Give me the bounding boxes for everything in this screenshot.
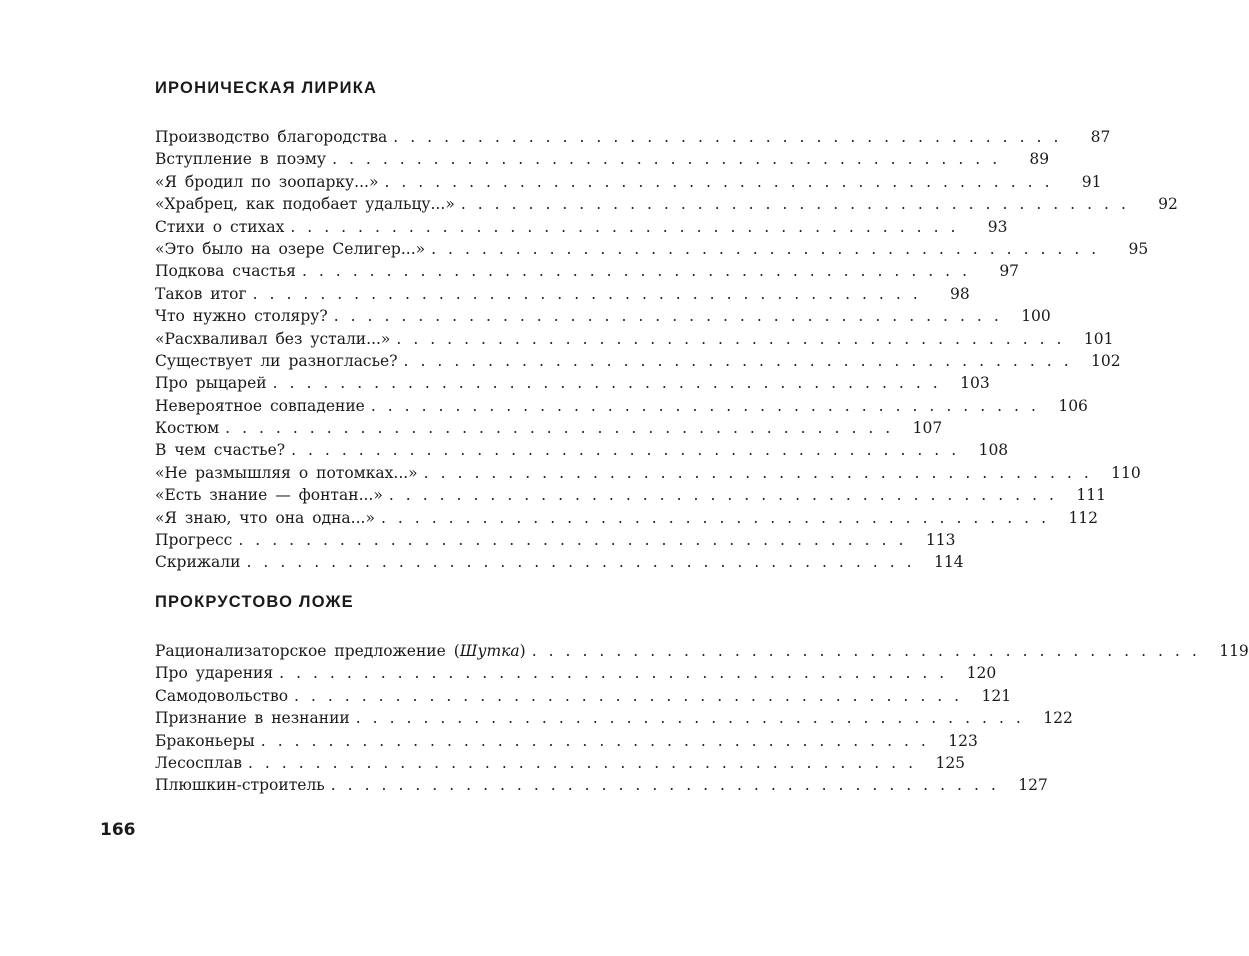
toc-entry-title-text: Признание в незнании (155, 709, 350, 728)
dot-leader: ........................................ (225, 419, 903, 438)
toc-entry (155, 126, 1111, 148)
toc-entry-title-text: Прогресс (155, 531, 233, 550)
toc-entry (155, 484, 1106, 506)
dot-leader: ........................................ (252, 284, 930, 303)
toc-entry (155, 171, 1102, 193)
toc-entry-page: 114 (933, 553, 964, 572)
toc-entry-title (155, 774, 331, 796)
toc-list (155, 640, 1249, 797)
toc-entry-title (155, 640, 532, 662)
toc-entry-title (155, 685, 294, 707)
toc-entry-page: 87 (1090, 128, 1111, 146)
dot-leader: ........................................ (260, 731, 938, 750)
toc-entry-title-text: Вступление в поэму (155, 150, 327, 169)
toc-entry-title-text: Что нужно столяру? (155, 307, 328, 326)
dot-leader: ........................................ (279, 664, 957, 683)
toc-entry-page: 102 (1091, 351, 1121, 370)
toc-entry (155, 529, 956, 551)
toc-entry-title-text: Про рыцарей (155, 374, 267, 393)
toc-entry-page: 93 (987, 217, 1008, 236)
toc-entry-page: 100 (1021, 307, 1051, 326)
toc-section-ironic-lyrics (155, 77, 1178, 574)
dot-leader: ........................................ (330, 776, 1008, 795)
toc-entry-page: 111 (1076, 486, 1106, 505)
dot-leader: ........................................ (370, 396, 1048, 415)
toc-entry (155, 417, 943, 439)
toc-entry-page: 108 (978, 441, 1009, 460)
toc-entry-title (155, 439, 291, 461)
dot-leader: ........................................ (531, 642, 1209, 660)
toc-entry-title (155, 216, 290, 238)
toc-entry (155, 395, 1088, 417)
toc-entry (155, 640, 1249, 662)
toc-entry-title (155, 484, 389, 506)
toc-entry (155, 774, 1048, 796)
toc-entry (155, 148, 1050, 170)
toc-entry-title (155, 171, 384, 193)
toc-entry-title (155, 238, 431, 260)
toc-entry-title (155, 662, 279, 684)
toc-list (155, 126, 1178, 574)
dot-leader: ........................................ (246, 553, 924, 572)
toc-entry-page: 121 (981, 686, 1012, 705)
toc-entry (155, 328, 1114, 350)
toc-entry (155, 350, 1121, 372)
toc-entry (155, 372, 990, 394)
toc-entry-page: 127 (1018, 776, 1048, 795)
toc-entry-title-text: Существует ли разногласье? (155, 351, 398, 370)
toc-entry-page: 98 (949, 284, 970, 303)
toc-entry (155, 507, 1099, 529)
section-heading: ПРОКРУСТОВО ЛОЖЕ (155, 593, 354, 611)
toc-entry-title (155, 730, 261, 752)
dot-leader: ........................................ (403, 351, 1081, 370)
toc-entry-title-text: Костюм (155, 419, 220, 438)
dot-leader: ........................................ (332, 150, 1010, 169)
toc-entry-title-text: Плюшкин-строитель (155, 776, 325, 795)
toc-entry-page: 113 (925, 531, 956, 550)
dot-leader: ........................................ (291, 441, 969, 460)
toc-entry-title (155, 417, 225, 439)
toc-entry-title (155, 126, 393, 148)
toc-entry (155, 238, 1149, 260)
dot-leader: ........................................ (247, 753, 926, 772)
toc-entry (155, 685, 1012, 707)
toc-section-procrustean-bed (155, 591, 1249, 797)
dot-leader: ........................................ (238, 531, 916, 550)
toc-entry-page: 123 (948, 731, 978, 750)
toc-entry (155, 752, 966, 774)
dot-leader: ........................................ (301, 262, 980, 281)
toc-entry-title-text: «Я знаю, что она одна...» (155, 508, 375, 527)
toc-entry-title-text: «Не размышляя о потомках...» (155, 463, 418, 482)
toc-entry-title (155, 260, 302, 282)
dot-leader: ........................................ (294, 686, 972, 705)
section-heading: ИРОНИЧЕСКАЯ ЛИРИКА (155, 79, 378, 97)
toc-entry (155, 707, 1073, 729)
toc-entry-title-text: Лесосплав (155, 753, 242, 772)
toc-entry-title (155, 305, 334, 327)
toc-entry (155, 193, 1178, 215)
toc-entry (155, 551, 964, 573)
toc-entry (155, 283, 970, 305)
toc-entry-title-suffix: ) (519, 642, 526, 660)
dot-leader: ........................................ (333, 307, 1011, 326)
toc-entry (155, 462, 1141, 484)
dot-leader: ........................................ (393, 128, 1071, 146)
toc-entry-page: 122 (1043, 709, 1073, 728)
dot-leader: ........................................ (396, 329, 1074, 348)
toc-entry-title-text: Про ударения (155, 664, 274, 683)
toc-entry-title-text: «Храбрец, как подобает удальцу...» (155, 195, 455, 214)
toc-entry-page: 120 (966, 664, 997, 683)
toc-entry (155, 662, 997, 684)
dot-leader: ........................................ (272, 374, 950, 393)
toc-entry-page: 125 (935, 753, 966, 772)
toc-entry-title-text: Рационализаторское предложение ( (155, 642, 460, 660)
toc-entry-title-text: Самодовольство (155, 686, 289, 705)
page-number: 166 (100, 820, 136, 840)
toc-entry (155, 260, 1020, 282)
toc-entry-title-text: Таков итог (155, 284, 247, 303)
dot-leader: ........................................ (380, 508, 1059, 527)
toc-entry-title (155, 350, 404, 372)
toc-entry-page: 91 (1081, 172, 1102, 191)
toc-entry-page: 106 (1058, 396, 1088, 415)
toc-entry-title-text: «Я бродил по зоопарку...» (155, 172, 379, 191)
dot-leader: ........................................ (290, 217, 968, 236)
dot-leader: ........................................ (388, 486, 1066, 505)
toc-entry-title (155, 707, 356, 729)
toc-entry-title-text: В чем счастье? (155, 441, 286, 460)
toc-entry-title-text: Невероятное совпадение (155, 396, 365, 415)
toc-entry-page: 97 (999, 262, 1020, 281)
toc-entry-page: 110 (1111, 463, 1141, 482)
toc-entry-title (155, 462, 424, 484)
dot-leader: ........................................ (355, 709, 1033, 728)
toc-entry-title-text: Стихи о стихах (155, 217, 285, 236)
toc-entry-title-text: «Есть знание — фонтан...» (155, 486, 383, 505)
dot-leader: ........................................ (423, 463, 1101, 482)
toc-entry-title-text: Производство благородства (155, 128, 388, 146)
toc-entry (155, 305, 1051, 327)
toc-entry-title-italic: Шутка (459, 642, 520, 660)
toc-entry-title-text: «Расхваливал без устали...» (155, 329, 391, 348)
toc-entry-title (155, 529, 238, 551)
toc-entry-page: 101 (1083, 329, 1114, 348)
dot-leader: ........................................ (384, 172, 1062, 191)
toc-entry (155, 216, 1008, 238)
toc-entry-page: 92 (1158, 195, 1178, 214)
toc-entry-page: 103 (960, 374, 990, 393)
dot-leader: ........................................ (460, 195, 1138, 214)
toc-entry-title-text: Скрижали (155, 553, 241, 572)
toc-entry-title (155, 551, 246, 573)
toc-entry-page: 119 (1219, 642, 1249, 660)
toc-entry-title (155, 148, 332, 170)
toc-entry-title (155, 193, 461, 215)
toc-entry-title (155, 395, 371, 417)
toc-entry-title-text: «Это было на озере Селигер...» (155, 239, 426, 258)
toc-entry (155, 439, 1009, 461)
dot-leader: ........................................ (431, 239, 1109, 258)
toc-entry-title-text: Браконьеры (155, 731, 255, 750)
toc-entry-page: 89 (1029, 150, 1050, 169)
toc-entry-page: 95 (1128, 239, 1149, 258)
toc-entry-title (155, 507, 381, 529)
toc-entry-page: 112 (1068, 508, 1099, 527)
toc-entry-page: 107 (912, 419, 943, 438)
toc-entry-title (155, 328, 396, 350)
toc-entry-title (155, 752, 248, 774)
toc-entry-title (155, 372, 273, 394)
toc-entry-title-text: Подкова счастья (155, 262, 296, 281)
toc-entry (155, 730, 978, 752)
toc-entry-title (155, 283, 253, 305)
